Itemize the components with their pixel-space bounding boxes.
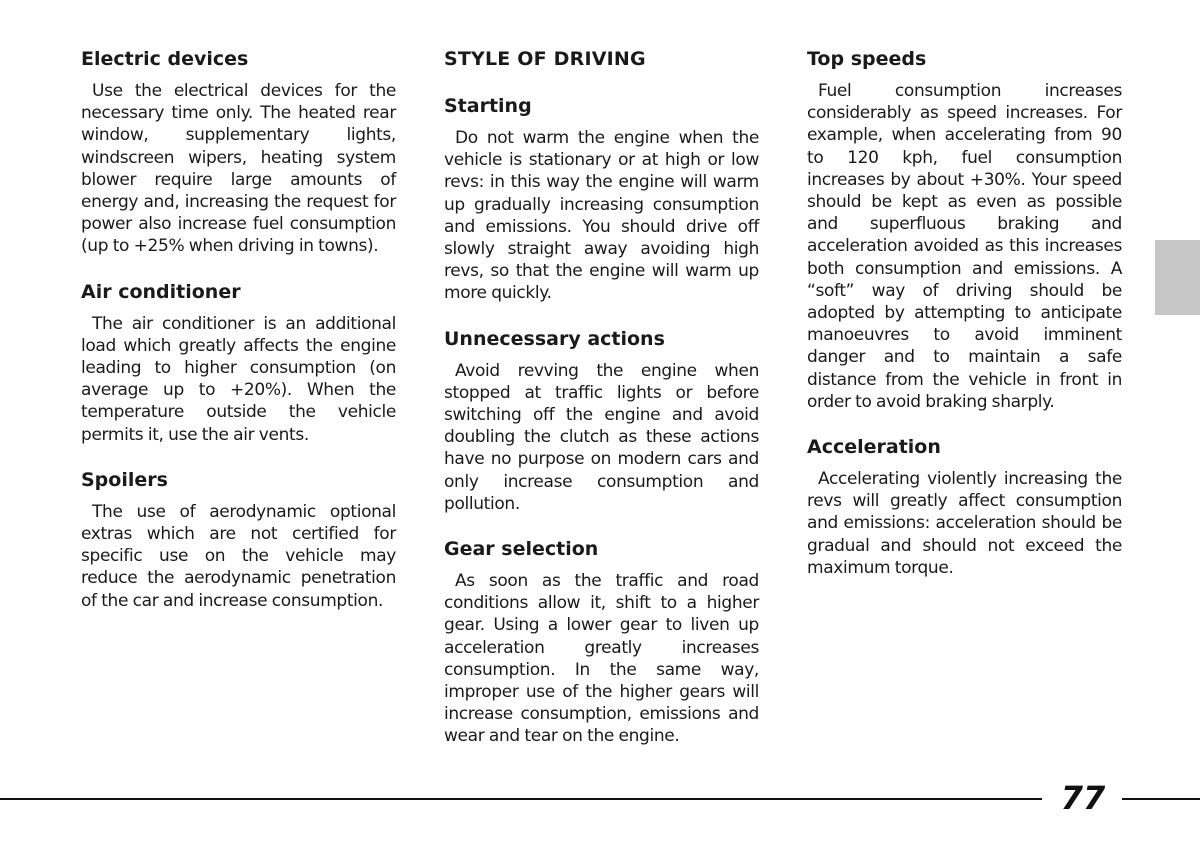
column-right: [807, 46, 1122, 600]
section-air-conditioner: [81, 279, 396, 446]
section-heading: Spoilers: [81, 468, 168, 491]
section-body: Use the electrical devices for the necessary time only. The heated rear window, supplementary lights, windscreen wipers, heating system blower require large amounts of energy and, increasing the request for power also increase fuel consumption (up to +25% when driving in towns).: [81, 81, 396, 257]
page-number: 77: [1060, 779, 1106, 817]
column-left: [81, 46, 396, 633]
footer-rule: [1122, 798, 1200, 800]
section-heading: Air conditioner: [81, 280, 241, 303]
chapter-tab-marker: [1155, 240, 1200, 315]
footer-rule: [0, 798, 1042, 800]
section-heading: Unnecessary actions: [444, 327, 665, 350]
section-gear-selection: [444, 536, 759, 748]
section-body: Do not warm the engine when the vehicle is stationary or at high or low revs: in this way the engine will warm up gradually increasing consumption and emissions. You should drive off slowly straight away avoiding high revs, so that the engine will warm up more quickly.: [444, 128, 759, 304]
section-heading: Electric devices: [81, 48, 249, 70]
section-body: Accelerating violently increasing the revs will greatly affect consumption and emissions: acceleration should be gradual and should not exceed the maximum torque.: [807, 469, 1122, 578]
chapter-title: STYLE OF DRIVING: [444, 48, 646, 70]
section-heading: Gear selection: [444, 538, 599, 561]
section-body: Avoid revving the engine when stopped at traffic lights or before switching off the engine and avoid doubling the clutch as these actions have no purpose on modern cars and only increase consumption and pollution.: [444, 360, 759, 514]
section-electric-devices: [81, 46, 396, 258]
section-acceleration: [807, 434, 1122, 579]
section-body: The air conditioner is an additional load which greatly affects the engine leading to higher consumption (on average up to +20%). When the temperature outside the vehicle permits it, use the air vents.: [81, 313, 396, 445]
section-body: As soon as the traffic and road conditions allow it, shift to a higher gear. Using a lower gear to liven up acceleration greatly increases consumption. In the same way, improper use of the higher gears will increase consumption, emissions and wear and tear on the engine.: [444, 571, 759, 747]
section-body: The use of aerodynamic optional extras which are not certified for specific use on the vehicle may reduce the aerodynamic penetration of the car and increase consumption.: [81, 501, 396, 611]
section-body: Fuel consumption increases considerably as speed increases. For example, when accelerating from 90 to 120 kph, fuel consumption increases by about +30%. Your speed should be kept as even as possible and superfluous braking and acceleration avoided as this increases both consumption and emissions. A “soft” way of driving should be adopted by attempting to anticipate manoeuvres to avoid imminent danger and to maintain a safe distance from the vehicle in front in order to avoid braking sharply.: [807, 81, 1122, 412]
section-heading: Acceleration: [807, 436, 941, 459]
section-heading: Starting: [444, 95, 532, 117]
section-heading: Top speeds: [807, 48, 927, 70]
column-middle: [444, 46, 759, 769]
section-spoilers: [81, 467, 396, 612]
section-starting: [444, 93, 759, 305]
section-unnecessary-actions: [444, 326, 759, 515]
section-top-speeds: [807, 46, 1122, 413]
